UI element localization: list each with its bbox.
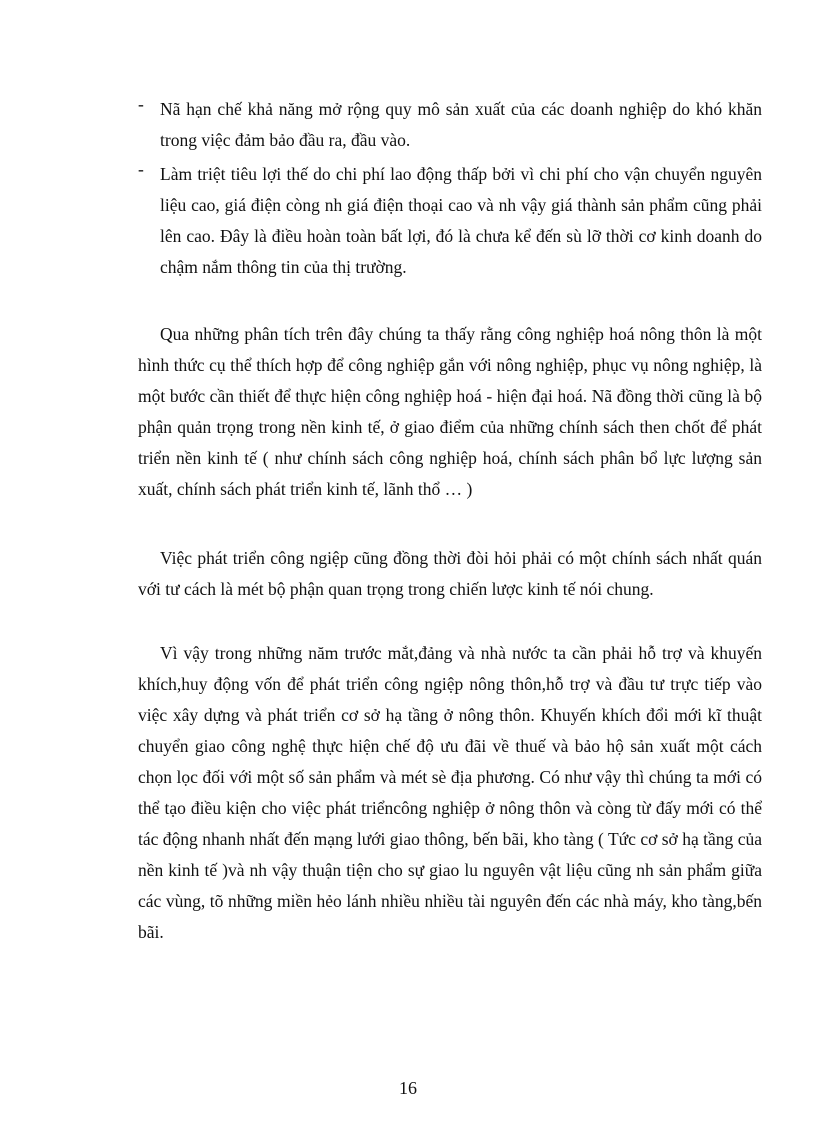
bullet-marker: -	[138, 159, 144, 179]
paragraph: Vì vậy trong những năm trước mắt,đảng và nhà nước ta cần phải hỗ trợ và khuyến khích,huy động vốn để phát triển công ngiệp nông thôn,hỗ trợ và đầu tư trực tiếp vào việc xây dựng và phát triển cơ sở hạ tầng ở nông thôn. Khuyến khích đổi mới kĩ thuật chuyển giao công nghệ thực hiện chế độ ưu đãi về thuế và bảo hộ sản xuất một cách chọn lọc đối với một số sản phẩm và mét sè địa phương. Có như vậy thì chúng ta mới có thể tạo điều kiện cho việc phát triểncông nghiệp ở nông thôn và còng từ đấy mới có thể tác động nhanh nhất đến mạng lưới giao thông, bến bãi, kho tàng ( Tức cơ sở hạ tầng của nền kinh tế )và nh vậy thuận tiện cho sự giao lu nguyên vật liệu cũng nh sản phẩm giữa các vùng, tõ những miền hẻo lánh nhiều nhiều tài nguyên đến các nhà máy, kho tàng,bến bãi.	[138, 643, 762, 942]
bullet-text: Nã hạn chế khả năng mở rộng quy mô sản xuất của các doanh nghiệp do khó khăn trong việc đảm bảo đầu ra, đầu vào.	[160, 99, 762, 150]
bullet-text: Làm triệt tiêu lợi thế do chi phí lao động thấp bởi vì chi phí cho vận chuyển nguyên liệu cao, giá điện còng nh giá điện thoại cao và nh vậy giá thành sản phẩm cũng phải lên cao. Đây là điều hoàn toàn bất lợi, đó là chưa kể đến sù lỡ thời cơ kinh doanh do chậm nắm thông tin của thị trường.	[160, 164, 762, 277]
page-number: 16	[399, 1078, 417, 1098]
bullet-item	[138, 94, 762, 156]
paragraph: Qua những phân tích trên đây chúng ta thấy rằng công nghiệp hoá nông thôn là một hình thức cụ thể thích hợp để công nghiệp gắn với nông nghiệp, phục vụ nông nghiệp, là một bước cần thiết để thực hiện công nghiệp hoá - hiện đại hoá. Nã đồng thời cũng là bộ phận quản trọng trong nền kinh tế, ở giao điểm của những chính sách then chốt để phát triển nền kinh tế ( như chính sách công nghiệp hoá, chính sách phân bổ lực lượng sản xuất, chính sách phát triển kinh tế, lãnh thổ … )	[138, 324, 762, 499]
paragraph: Việc phát triển công ngiệp cũng đồng thời đòi hỏi phải có một chính sách nhất quán với tư cách là mét bộ phận quan trọng trong chiến lược kinh tế nói chung.	[138, 548, 762, 599]
bullet-marker: -	[138, 94, 144, 114]
bullet-item	[138, 159, 762, 283]
